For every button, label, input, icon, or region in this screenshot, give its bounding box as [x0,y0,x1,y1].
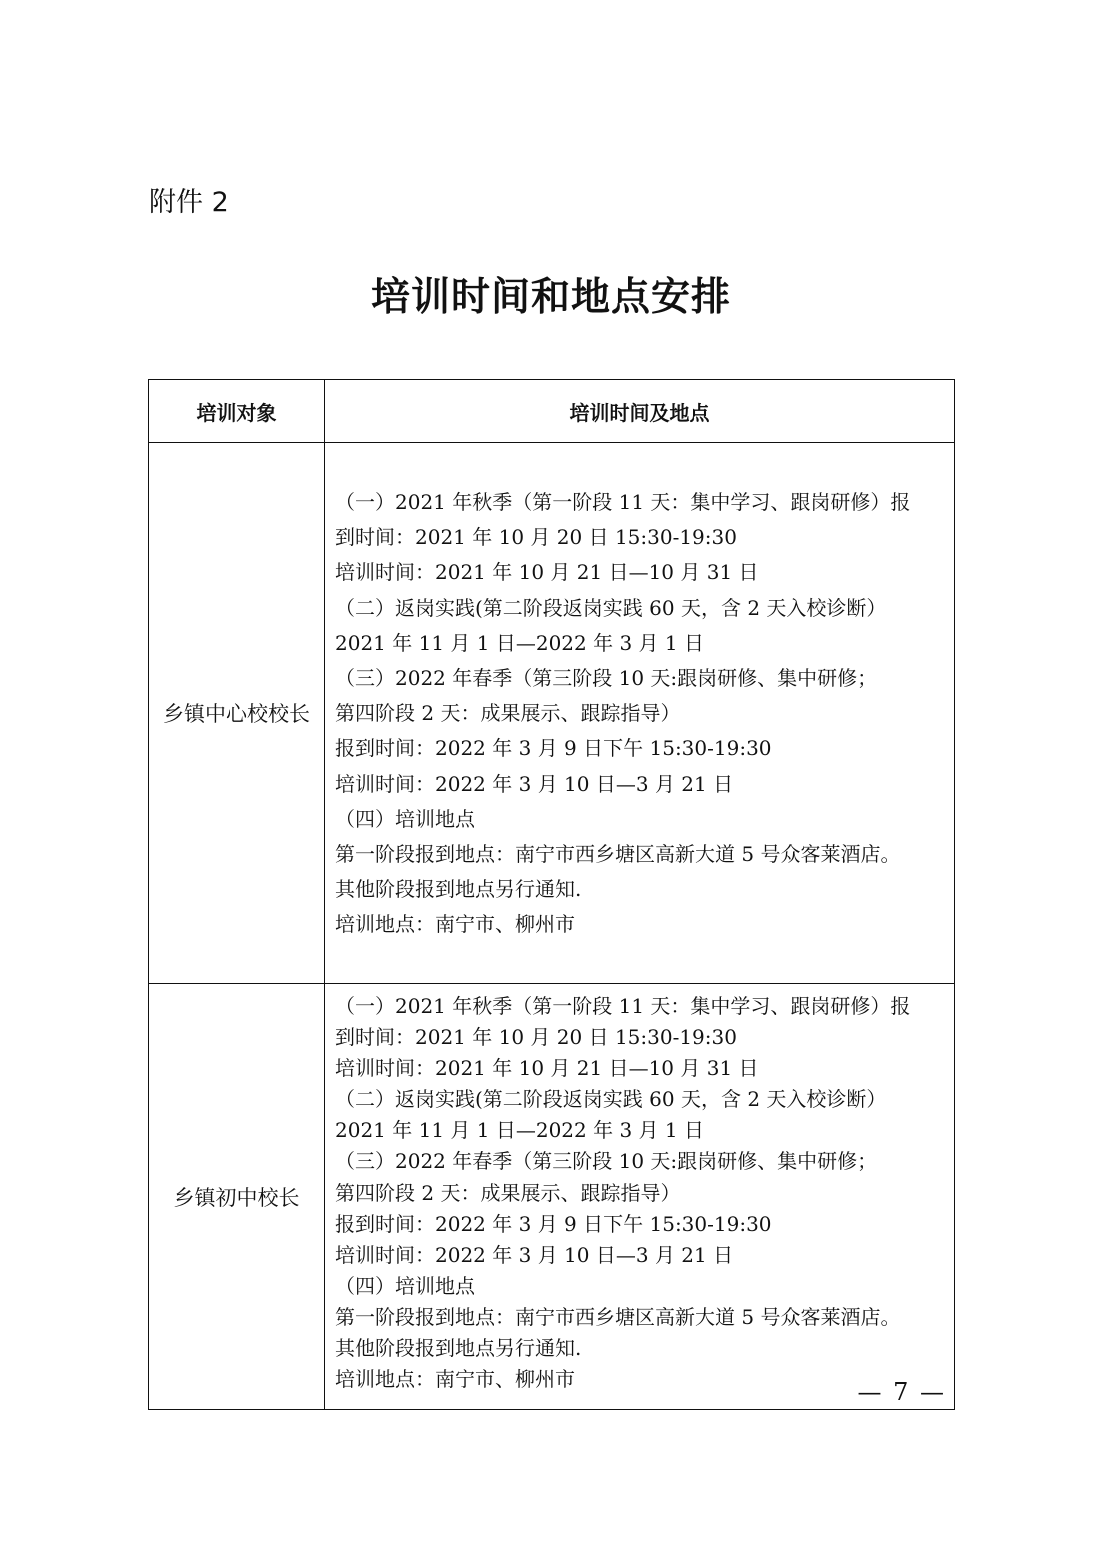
table-header-row [149,380,955,443]
page-title: 培训时间和地点安排 [370,275,731,320]
detail-line: （四）培训地点 [335,806,475,831]
header-time-location: 培训时间及地点 [325,380,955,443]
detail-line: 培训时间：2021 年 10 月 21 日—10 月 31 日 [335,560,759,585]
detail-line: 培训地点：南宁市、柳州市 [335,912,575,937]
detail-line: （一）2021 年秋季（第一阶段 11 天：集中学习、跟岗研修）报 [335,490,911,514]
detail-line: （一）2021 年秋季（第一阶段 11 天：集中学习、跟岗研修）报 [335,994,911,1018]
detail-line: 报到时间：2022 年 3 月 9 日下午 15:30-19:30 [335,736,772,761]
details-cell [325,984,955,1410]
detail-line: （三）2022 年春季（第三阶段 10 天:跟岗研修、集中研修； [335,666,878,691]
detail-line: （二）返岗实践(第二阶段返岗实践 60 天，含 2 天入校诊断） [335,595,887,620]
detail-line: 2021 年 11 月 1 日—2022 年 3 月 1 日 [335,630,704,655]
details-cell [325,443,955,984]
detail-line: 培训时间：2021 年 10 月 21 日—10 月 31 日 [335,1056,759,1081]
table-row [149,984,955,1410]
detail-line: 2021 年 11 月 1 日—2022 年 3 月 1 日 [335,1118,704,1143]
detail-line: 第四阶段 2 天：成果展示、跟踪指导） [335,701,681,726]
detail-line: 报到时间：2022 年 3 月 9 日下午 15:30-19:30 [335,1211,772,1236]
detail-line: 培训时间：2022 年 3 月 10 日—3 月 21 日 [335,771,734,796]
detail-line: （三）2022 年春季（第三阶段 10 天:跟岗研修、集中研修； [335,1149,878,1174]
detail-line: 培训地点：南宁市、柳州市 [335,1367,575,1392]
detail-line: 第一阶段报到地点：南宁市西乡塘区高新大道 5 号众客莱酒店。 [335,1304,901,1329]
target-cell: 乡镇中心校校长 [149,443,325,984]
header-target: 培训对象 [149,380,325,443]
detail-line: 到时间：2021 年 10 月 20 日 15:30-19:30 [335,1025,737,1050]
detail-line: 培训时间：2022 年 3 月 10 日—3 月 21 日 [335,1242,734,1267]
page-number: — 7 — [857,1378,946,1406]
detail-line: 其他阶段报到地点另行通知. [335,877,582,902]
table-row [149,443,955,984]
detail-line: 到时间：2021 年 10 月 20 日 15:30-19:30 [335,525,737,550]
detail-line: （四）培训地点 [335,1273,475,1298]
target-cell: 乡镇初中校长 [149,984,325,1410]
detail-line: 第一阶段报到地点：南宁市西乡塘区高新大道 5 号众客莱酒店。 [335,842,901,867]
detail-line: （二）返岗实践(第二阶段返岗实践 60 天，含 2 天入校诊断） [335,1087,887,1112]
detail-line: 其他阶段报到地点另行通知. [335,1336,582,1361]
schedule-table [148,379,955,1410]
detail-line: 第四阶段 2 天：成果展示、跟踪指导） [335,1180,681,1205]
attachment-label: 附件 2 [149,187,229,218]
